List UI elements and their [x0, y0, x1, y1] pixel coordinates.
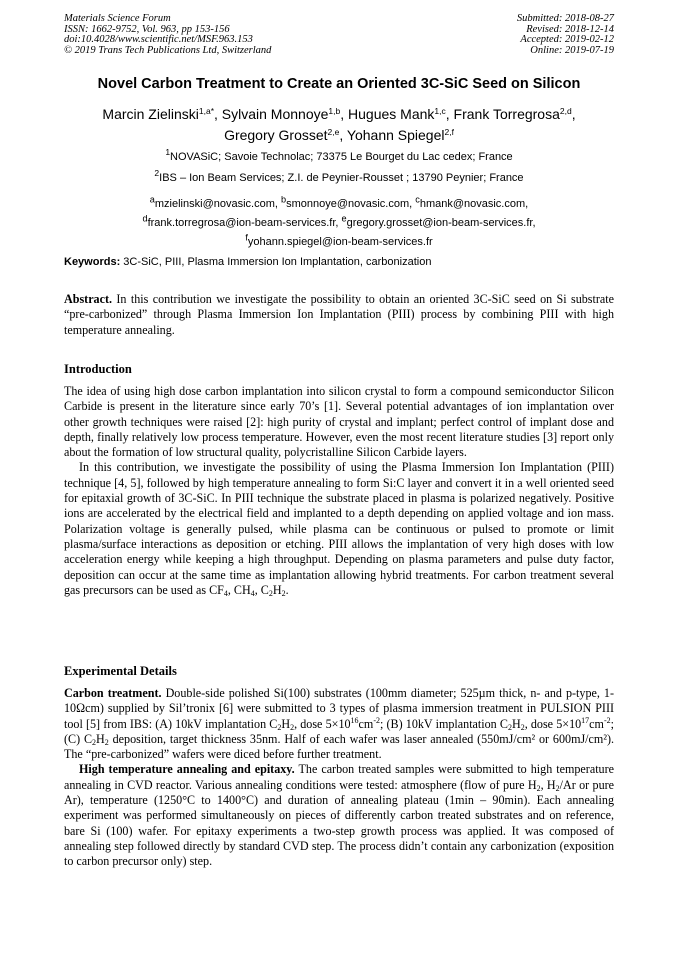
author-list: Marcin Zielinski$^{1,a*}$, Sylvain Monnoye$^{1,b}$, Hugues Mank$^{1,c}$, Frank Torregrosa$^{2,d}$, Gregory Grosset$^{2,e}$, Yohann Spiegel$^{2,f}$: [102, 106, 576, 143]
email[interactable]: $^d$frank.torregrosa@ion-beam-services.fr,: [142, 212, 342, 229]
email[interactable]: $^f$yohann.spiegel@ion-beam-services.fr: [245, 231, 433, 248]
revised-date: Revised: 2018-12-14: [526, 23, 614, 35]
author: Yohann Spiegel$^{2,f}$: [346, 127, 454, 143]
accepted-date: Accepted: 2019-02-12: [520, 34, 614, 46]
paragraph: Carbon treatment. Double-side polished Si(100) substrates (100mm diameter; 525µm thick, n- and p-type, 1-10Ωcm) supplied by Sil’tronix [6] were submitted to 3 types of plasma immersion treatment in PULSION PIII tool [5] from IBS: (A) 10kV implantation $C_2H_2$, dose $5\times 10^{16}cm^{-2}$; (B) 10kV implantation $C_2H_2$, dose $5\times 10^{17}cm^{-2}$; (C) $C_2H_2$ deposition, target thickness 35nm. Half of each wafer was laser annealed (550mJ/cm² or 600mJ/cm²). The “pre-carbonized” wafers were diced before further treatment.: [64, 686, 614, 762]
email[interactable]: $^b$smonnoye@novasic.com,: [280, 194, 416, 210]
experimental-body: [64, 686, 614, 870]
doi-line: doi:10.4028/www.scientific.net/MSF.963.153: [64, 34, 253, 46]
keywords: Keywords: 3C-SiC, PIII, Plasma Immersion Ion Implantation, carbonization: [64, 256, 432, 268]
email[interactable]: $^c$hmank@novasic.com,: [415, 194, 529, 210]
email[interactable]: $^e$gregory.grosset@ion-beam-services.fr,: [341, 212, 536, 229]
journal-name: Materials Science Forum: [64, 13, 171, 24]
experimental-heading: Experimental Details: [64, 664, 177, 678]
abstract-label: Abstract.: [64, 292, 113, 306]
affiliation-2: $^2$IBS – Ion Beam Services; Z.I. de Peynier-Rousset ; 13790 Peynier; France: [154, 168, 524, 184]
abstract: Abstract. In this contribution we investigate the possibility to obtain an oriented 3C-SiC seed on Si substrate “pre-carbonized” through Plasma Immersion Ion Implantation (PIII) process by combining PIII with high temperature annealing.: [64, 292, 614, 337]
email-list: [40, 192, 638, 249]
paragraph: In this contribution, we investigate the possibility of using the Plasma Immersion Ion Implantation (PIII) technique [4, 5], followed by high temperature annealing to form Si:C layer and convert it in a well oriented seed for epitaxial growth of 3C-SiC. In PIII technique the substrate placed in plasma is polarized negatively. Positive ions are accelerated by the electrical field and implanted to a depth depending on applied voltage and ion mass. Polarization voltage is generally pulsed, while plasma can be continuous or pulsed to promote or limit plasma/surface interactions as deposition or etching. PIII allows the implantation of very high doses with low acceleration energy while keeping a high throughput. Depending on plasma parameters and pulse duty factor, deposition can occur at the same time as implantation allowing hybrid treatments. For carbon treatment several gas precursors can be used as $CF_4$, $CH_4$, $C_2H_2$.: [64, 460, 614, 598]
email[interactable]: $^a$mzielinski@novasic.com,: [149, 194, 281, 210]
paper-title: Novel Carbon Treatment to Create an Oriented 3C-SiC Seed on Silicon: [97, 76, 581, 92]
issn-line: ISSN: 1662-9752, Vol. 963, pp 153-156: [64, 23, 230, 35]
paragraph: High temperature annealing and epitaxy. The carbon treated samples were submitted to high temperature annealing in CVD reactor. Various annealing conditions were tested: atmosphere (flow of pure $H_2$, $H_2/Ar$ or pure Ar), temperature (1250°C to 1400°C) and duration of annealing plateau (1min – 90min). Each annealing experiment was performed simultaneously on pieces of differently carbon treated substrates and on reference, bare Si (100) wafer. For epitaxy experiments a two-step growth process was applied. It was composed of annealing step followed directly by standard CVD step. The process didn’t contain any carbonization (exposition to carbon precursor only) step.: [64, 762, 615, 869]
submitted-date: Submitted: 2018-08-27: [516, 13, 614, 24]
author: Hugues Mank$^{1,c}$: [348, 106, 446, 122]
affiliation-1: $^1$NOVASiC; Savoie Technolac; 73375 Le Bourget du Lac cedex; France: [165, 147, 513, 163]
journal-info: [64, 14, 271, 56]
author: Sylvain Monnoye$^{1,b}$: [221, 106, 341, 122]
author: Marcin Zielinski$^{1,a*}$: [102, 106, 214, 122]
author: Frank Torregrosa$^{2,d}$: [453, 106, 572, 122]
online-date: Online: 2019-07-19: [530, 44, 614, 56]
paragraph: The idea of using high dose carbon implantation into silicon crystal to form a compound semiconductor Silicon Carbide is present in the literature since early 70’s [1]. Several potential advantages of ion implantation over other growth techniques were raised [2]: high purity of crystal and implant; perfect control of implant dose and depth, finally relatively low process temperature. However, even the most recent literature studies [3] report only about the formation of low structural quality, polycristalline Silicon Carbide layers.: [64, 384, 614, 460]
introduction-body: [64, 384, 614, 598]
copyright-line: © 2019 Trans Tech Publications Ltd, Switzerland: [64, 44, 272, 56]
author: Gregory Grosset$^{2,e}$: [224, 127, 340, 143]
publication-dates: [517, 14, 614, 56]
introduction-heading: Introduction: [64, 362, 132, 376]
